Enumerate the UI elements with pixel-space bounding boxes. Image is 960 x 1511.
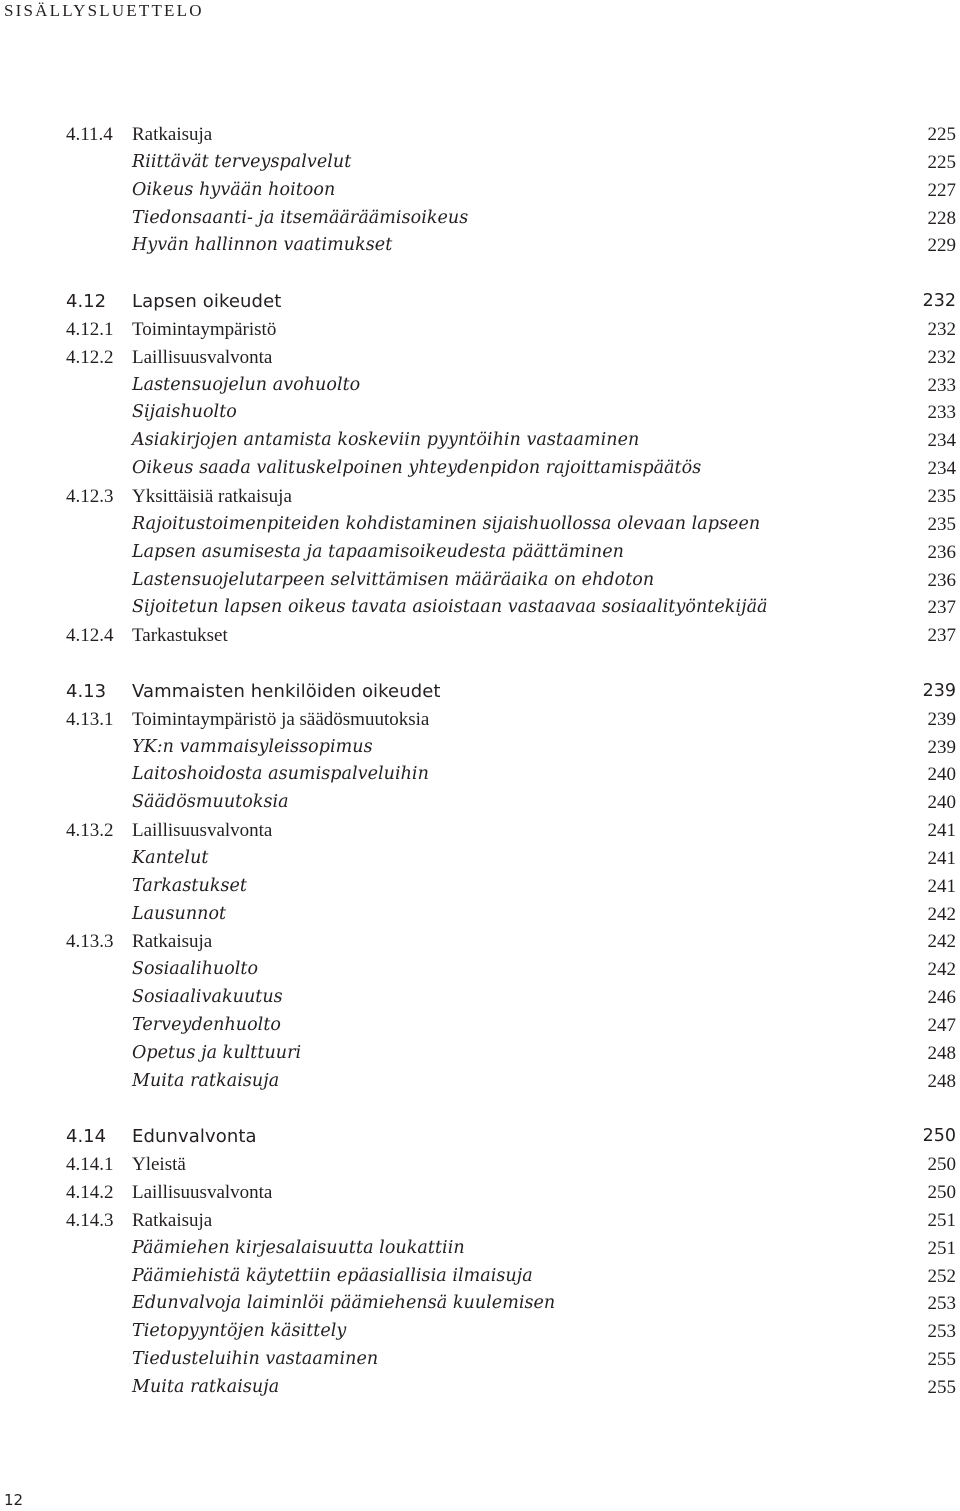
toc-entry-page: 239 (927, 708, 956, 730)
toc-entry-number: 4.12.1 (66, 318, 114, 340)
toc-entry-title: Rajoitustoimenpiteiden kohdistaminen sijaishuollossa olevaan lapseen (132, 513, 761, 534)
toc-entry-title: YK:n vammaisyleissopimus (132, 736, 373, 757)
toc-entry-title: Sosiaalihuolto (132, 959, 259, 980)
toc-entry-number: 4.12.3 (66, 485, 114, 507)
toc-topic-entry[interactable] (0, 1068, 960, 1096)
toc-subsection-entry[interactable] (0, 121, 960, 149)
toc-entry-page: 240 (927, 764, 956, 786)
toc-entry-number: 4.13.2 (66, 820, 114, 842)
toc-topic-entry[interactable] (0, 594, 960, 622)
toc-entry-title: Muita ratkaisuja (132, 1070, 280, 1091)
toc-entry-page: 227 (927, 179, 956, 201)
toc-entry-title: Sijoitetun lapsen oikeus tavata asioistaan vastaavaa sosiaalityöntekijää (132, 597, 768, 618)
toc-subsection-entry[interactable] (0, 622, 960, 650)
toc-entry-title: Yksittäisiä ratkaisuja (132, 485, 292, 507)
toc-entry-title: Säädösmuutoksia (132, 792, 289, 813)
toc-entry-number: 4.14.2 (66, 1182, 114, 1204)
toc-entry-page: 232 (927, 318, 956, 340)
toc-entry-page: 250 (927, 1182, 956, 1204)
toc-entry-title: Opetus ja kulttuuri (132, 1042, 302, 1063)
toc-entry-page: 252 (927, 1265, 956, 1287)
toc-entry-page: 234 (927, 458, 956, 480)
toc-topic-entry[interactable] (0, 1040, 960, 1068)
toc-entry-number: 4.12.2 (66, 346, 114, 368)
toc-entry-page: 242 (927, 931, 956, 953)
toc-topic-entry[interactable] (0, 1263, 960, 1291)
toc-entry-number: 4.14.1 (66, 1154, 114, 1176)
toc-entry-title: Oikeus saada valituskelpoinen yhteydenpidon rajoittamispäätös (132, 458, 702, 479)
toc-entry-page: 251 (927, 1209, 956, 1231)
toc-topic-entry[interactable] (0, 205, 960, 233)
toc-section-heading[interactable] (0, 678, 960, 706)
toc-topic-entry[interactable] (0, 1012, 960, 1040)
toc-entry-number: 4.13 (66, 680, 107, 702)
toc-topic-entry[interactable] (0, 511, 960, 539)
toc-subsection-entry[interactable] (0, 483, 960, 511)
toc-entry-number: 4.12 (66, 291, 107, 313)
toc-entry-title: Toimintaympäristö (132, 318, 277, 340)
toc-entry-title: Asiakirjojen antamista koskeviin pyyntöihin vastaaminen (132, 430, 640, 451)
toc-entry-number: 4.14 (66, 1126, 107, 1148)
toc-subsection-entry[interactable] (0, 928, 960, 956)
toc-entry-title: Lapsen oikeudet (132, 291, 282, 313)
toc-entry-title: Tietopyyntöjen käsittely (132, 1321, 347, 1342)
toc-entry-title: Tarkastukset (132, 875, 248, 896)
toc-entry-title: Laillisuusvalvonta (132, 1182, 273, 1204)
toc-entry-title: Lastensuojelutarpeen selvittämisen määräaika on ehdoton (132, 569, 655, 590)
toc-entry-page: 236 (927, 541, 956, 563)
toc-topic-entry[interactable] (0, 789, 960, 817)
toc-entry-page: 242 (927, 959, 956, 981)
toc-subsection-entry[interactable] (0, 1179, 960, 1207)
toc-entry-page: 246 (927, 987, 956, 1009)
toc-topic-entry[interactable] (0, 901, 960, 929)
toc-entry-page: 242 (927, 903, 956, 925)
toc-entry-page: 232 (922, 291, 956, 312)
toc-entry-page: 248 (927, 1070, 956, 1092)
toc-entry-number: 4.13.3 (66, 931, 114, 953)
toc-entry-page: 247 (927, 1015, 956, 1036)
toc-topic-entry[interactable] (0, 427, 960, 455)
toc-topic-entry[interactable] (0, 1374, 960, 1402)
toc-topic-entry[interactable] (0, 539, 960, 567)
toc-entry-page: 236 (927, 569, 956, 591)
toc-topic-entry[interactable] (0, 873, 960, 901)
toc-entry-title: Tiedusteluihin vastaaminen (132, 1349, 379, 1370)
toc-entry-page: 237 (927, 597, 956, 619)
toc-topic-entry[interactable] (0, 399, 960, 427)
toc-entry-page: 229 (927, 235, 956, 257)
toc-entry-page: 233 (927, 402, 956, 424)
toc-entry-page: 248 (927, 1042, 956, 1064)
toc-entry-title: Päämiehen kirjesalaisuutta loukattiin (132, 1237, 465, 1258)
toc-entry-title: Ratkaisuja (132, 1209, 213, 1231)
toc-entry-title: Riittävät terveyspalvelut (132, 151, 352, 172)
toc-entry-title: Hyvän hallinnon vaatimukset (132, 235, 393, 256)
toc-entry-page: 225 (927, 124, 956, 145)
toc-entry-page: 232 (927, 346, 956, 368)
toc-subsection-entry[interactable] (0, 316, 960, 344)
table-of-contents (0, 121, 960, 1402)
toc-entry-title: Tarkastukset (132, 625, 228, 647)
toc-topic-entry[interactable] (0, 1318, 960, 1346)
toc-entry-title: Oikeus hyvään hoitoon (132, 179, 336, 200)
toc-entry-title: Toimintaympäristö ja säädösmuutoksia (132, 708, 430, 730)
toc-entry-title: Laitoshoidosta asumispalveluihin (132, 764, 429, 785)
toc-topic-entry[interactable] (0, 372, 960, 400)
toc-entry-number: 4.14.3 (66, 1209, 114, 1231)
toc-entry-number: 4.13.1 (66, 708, 114, 730)
toc-topic-entry[interactable] (0, 845, 960, 873)
toc-entry-title: Ratkaisuja (132, 124, 213, 145)
toc-entry-title: Edunvalvonta (132, 1126, 257, 1148)
toc-entry-title: Kantelut (132, 847, 209, 868)
toc-entry-title: Laillisuusvalvonta (132, 820, 273, 842)
toc-entry-title: Edunvalvoja laiminlöi päämiehensä kuulemisen (132, 1293, 556, 1314)
toc-subsection-entry[interactable] (0, 1151, 960, 1179)
toc-topic-entry[interactable] (0, 761, 960, 789)
toc-section-heading[interactable] (0, 1123, 960, 1151)
toc-entry-page: 253 (927, 1321, 956, 1343)
toc-entry-page: 234 (927, 430, 956, 452)
toc-entry-page: 228 (927, 207, 956, 229)
toc-topic-entry[interactable] (0, 177, 960, 205)
toc-entry-title: Tiedonsaanti- ja itsemääräämisoikeus (132, 207, 469, 228)
toc-entry-title: Sijaishuolto (132, 402, 237, 423)
toc-entry-page: 237 (927, 625, 956, 647)
toc-topic-entry[interactable] (0, 984, 960, 1012)
toc-subsection-entry[interactable] (0, 817, 960, 845)
toc-entry-page: 241 (927, 820, 956, 842)
toc-entry-title: Yleistä (132, 1154, 186, 1176)
page-header-title: SISÄLLYSLUETTELO (4, 1, 204, 20)
toc-topic-entry[interactable] (0, 455, 960, 483)
toc-subsection-entry[interactable] (0, 344, 960, 372)
toc-entry-title: Terveydenhuolto (132, 1015, 281, 1035)
toc-entry-page: 255 (927, 1376, 956, 1398)
toc-entry-title: Ratkaisuja (132, 931, 213, 953)
toc-entry-page: 233 (927, 374, 956, 396)
toc-entry-page: 235 (927, 485, 956, 507)
toc-entry-page: 251 (927, 1237, 956, 1259)
toc-entry-title: Lapsen asumisesta ja tapaamisoikeudesta päättäminen (132, 541, 624, 562)
toc-entry-title: Laillisuusvalvonta (132, 346, 273, 368)
toc-entry-title: Päämiehistä käytettiin epäasiallisia ilmaisuja (132, 1265, 533, 1286)
page-number: 12 (4, 1491, 24, 1509)
toc-entry-page: 250 (927, 1154, 956, 1176)
toc-topic-entry[interactable] (0, 1346, 960, 1374)
toc-topic-entry[interactable] (0, 149, 960, 177)
toc-entry-title: Lausunnot (132, 903, 227, 924)
toc-entry-page: 235 (927, 513, 956, 535)
toc-entry-page: 241 (927, 875, 956, 897)
toc-entry-title: Sosiaalivakuutus (132, 987, 283, 1008)
toc-subsection-entry[interactable] (0, 1207, 960, 1235)
toc-topic-entry[interactable] (0, 567, 960, 595)
toc-topic-entry[interactable] (0, 734, 960, 762)
toc-entry-title: Muita ratkaisuja (132, 1376, 280, 1397)
toc-topic-entry[interactable] (0, 1235, 960, 1263)
toc-entry-page: 255 (927, 1349, 956, 1371)
toc-topic-entry[interactable] (0, 956, 960, 984)
toc-section-heading[interactable] (0, 288, 960, 316)
toc-entry-page: 253 (927, 1293, 956, 1315)
toc-entry-page: 239 (922, 680, 956, 701)
toc-subsection-entry[interactable] (0, 706, 960, 734)
toc-entry-number: 4.12.4 (66, 625, 114, 647)
toc-topic-entry[interactable] (0, 1290, 960, 1318)
toc-entry-page: 240 (927, 792, 956, 814)
toc-entry-title: Lastensuojelun avohuolto (132, 374, 361, 395)
toc-topic-entry[interactable] (0, 232, 960, 260)
toc-entry-page: 239 (927, 736, 956, 758)
toc-entry-number: 4.11.4 (66, 124, 113, 145)
toc-entry-page: 241 (927, 847, 956, 869)
toc-entry-title: Vammaisten henkilöiden oikeudet (132, 680, 441, 702)
toc-entry-page: 225 (927, 151, 956, 173)
toc-entry-page: 250 (922, 1126, 956, 1147)
